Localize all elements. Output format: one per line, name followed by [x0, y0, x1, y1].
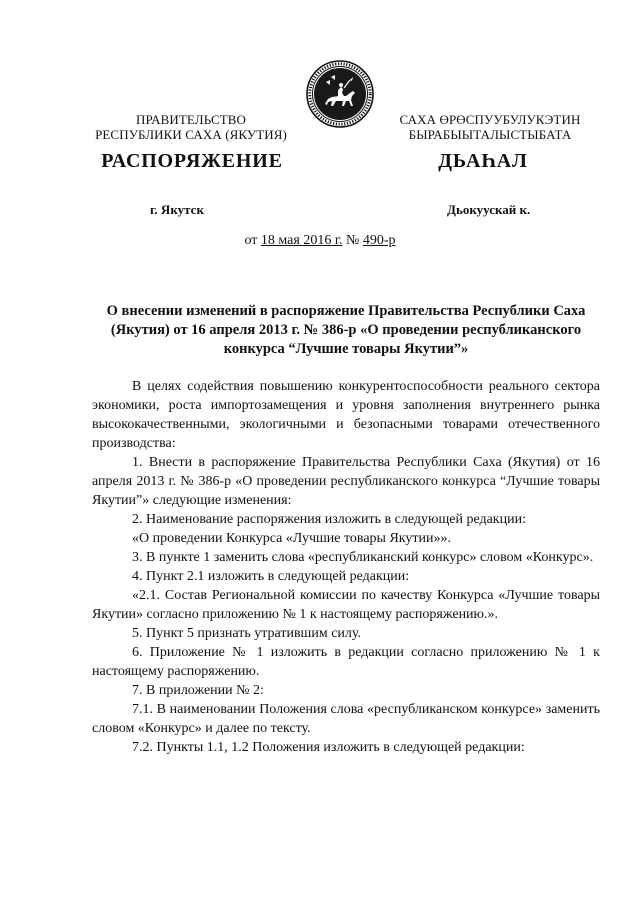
- document-number: 490-р: [362, 233, 396, 248]
- paragraph-item-6: 6. Приложение № 1 изложить в редакции согласно приложению № 1 к настоящему распоряжению.: [92, 645, 600, 679]
- date-prefix: от: [244, 233, 261, 248]
- paragraph-item-2-text: «О проведении Конкурса «Лучшие товары Якутии»».: [132, 531, 452, 546]
- document-body: [92, 377, 600, 757]
- document-title: О внесении изменений в распоряжение Правительства Республики Саха (Якутия) от 16 апреля 2013 г. № 386-р «О проведении республиканского конкурса “Лучшие товары Якутии”»: [106, 303, 586, 357]
- government-name-ru: [88, 112, 294, 142]
- date-number-line: [0, 233, 640, 249]
- paragraph-item-5: 5. Пункт 5 признать утратившим силу.: [132, 626, 361, 641]
- paragraph-item-2: 2. Наименование распоряжения изложить в следующей редакции:: [132, 512, 526, 527]
- header-right-line2: БЫРАБЫЫТАЛЫСТЫБАТА: [408, 127, 572, 142]
- document-type-sah: ДЬАҺАЛ: [438, 150, 528, 172]
- header-right-line1: САХА ӨРӨСПУУБУЛУКЭТИН: [399, 112, 581, 127]
- paragraph-item-1: 1. Внести в распоряжение Правительства Республики Саха (Якутия) от 16 апреля 2013 г. № 386-р «О проведении республиканского конкурса “Лучшие товары Якутии”» следующие изменения:: [92, 455, 600, 508]
- paragraph-item-7: 7. В приложении № 2:: [132, 683, 264, 698]
- paragraph-item-4: 4. Пункт 2.1 изложить в следующей редакции:: [132, 569, 410, 584]
- paragraph-item-7-1: 7.1. В наименовании Положения слова «республиканском конкурсе» заменить словом «Конкурс» и далее по тексту.: [92, 702, 600, 736]
- paragraph-item-3: 3. В пункте 1 заменить слова «республиканский конкурс» словом «Конкурс».: [132, 550, 594, 565]
- header-left-line1: ПРАВИТЕЛЬСТВО: [135, 112, 247, 127]
- number-sign: №: [342, 233, 363, 248]
- city-sah: Дьокуускай к.: [447, 202, 531, 217]
- document-date: 18 мая 2016 г.: [260, 233, 343, 248]
- city-ru: г. Якутск: [150, 202, 204, 217]
- coat-of-arms-emblem-icon: [306, 60, 374, 128]
- paragraph-item-4-text: «2.1. Состав Региональной комиссии по качеству Конкурса «Лучшие товары Якутии» согласно приложению № 1 к настоящему распоряжению.».: [92, 588, 600, 622]
- paragraph-preamble: В целях содействия повышению конкурентоспособности реального сектора экономики, роста импортозамещения и уровня заполнения внутреннего рынка высококачественными, экологичными и безопасными товарами отечественного производства:: [92, 379, 600, 451]
- government-name-sah: [390, 112, 590, 142]
- paragraph-item-7-2: 7.2. Пункты 1.1, 1.2 Положения изложить в следующей редакции:: [132, 740, 525, 755]
- header-left-line2: РЕСПУБЛИКИ САХА (ЯКУТИЯ): [95, 127, 287, 142]
- document-type-ru: РАСПОРЯЖЕНИЕ: [101, 150, 283, 172]
